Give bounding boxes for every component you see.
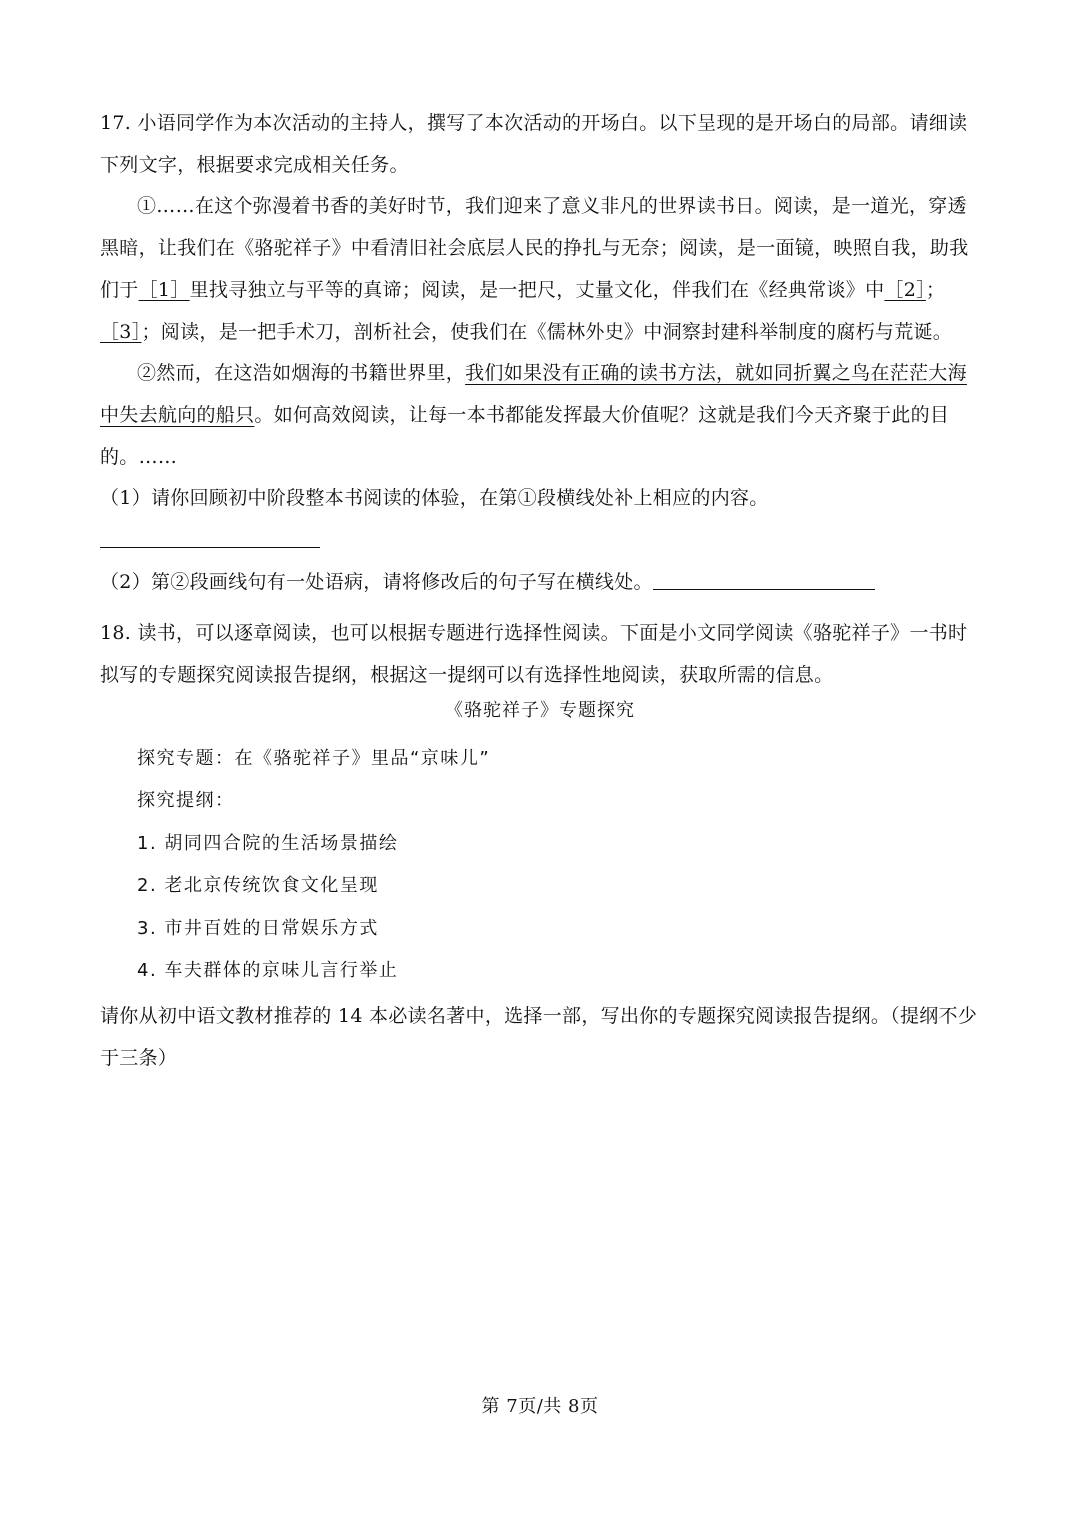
q17-subquestion-2 [100, 562, 980, 604]
q17-para1-text-b: 里找寻独立与平等的真谛；阅读，是一把尺，丈量文化，伴我们在《经典常谈》中 [189, 278, 885, 301]
outline-item-3: 3. 市井百姓的日常娱乐方式 [137, 917, 379, 939]
q17-para2-text-a: ②然而，在这浩如烟海的书籍世界里， [137, 362, 466, 385]
outline-item-4: 4. 车夫群体的京味儿言行举止 [137, 960, 399, 982]
q17-para1-text-a: ①……在这个弥漫着书香的美好时节，我们迎来了意义非凡的世界读书日。阅读，是一道光，穿透黑暗，让我们在《骆驼祥子》中看清旧社会底层人民的挣扎与无奈；阅读，是一面镜，映照自我，助我们于 [100, 195, 969, 301]
outline-topic: 探究专题：在《骆驼祥子》里品“京味儿” [137, 748, 491, 769]
outline-title: 《骆驼祥子》专题探究 [445, 700, 635, 721]
q17-paragraph-1 [100, 186, 980, 353]
question-17 [100, 103, 980, 603]
blank-marker-3: ［3］ [100, 320, 142, 343]
blank-separator: ； [925, 278, 946, 301]
blank-marker-1: ［1］ [138, 278, 190, 301]
q17-subquestion-1 [100, 478, 980, 561]
q17-intro: 17. 小语同学作为本次活动的主持人，撰写了本次活动的开场白。以下呈现的是开场白的局部。请细读下列文字，根据要求完成相关任务。 [100, 112, 968, 176]
q17-paragraph-2 [100, 353, 980, 478]
question-18 [100, 613, 980, 696]
q17-para1-text-c: ；阅读，是一把手术刀，剖析社会，使我们在《儒林外史》中洞察封建科举制度的腐朽与荒诞。 [141, 320, 953, 343]
q17-para2-text-b: 。如何高效阅读，让每一本书都能发挥最大价值呢？这就是我们今天齐聚于此的目的。…… [100, 403, 950, 468]
page-number: 第 7页/共 8页 [481, 1396, 599, 1417]
outline-item-2: 2. 老北京传统饮食文化呈现 [137, 875, 379, 897]
answer-line-2[interactable] [653, 569, 875, 590]
outline-item-1: 1. 胡同四合院的生活场景描绘 [137, 832, 399, 854]
blank-marker-2: ［2］ [884, 278, 926, 301]
q17-sub1-text: （1）请你回顾初中阶段整本书阅读的体验，在第①段横线处补上相应的内容。 [100, 487, 769, 510]
answer-line-1[interactable] [100, 527, 320, 548]
research-outline [137, 738, 957, 992]
q18-intro: 18. 读书，可以逐章阅读，也可以根据专题进行选择性阅读。下面是小文同学阅读《骆驼祥子》一书时拟写的专题探究阅读报告提纲，根据这一提纲可以有选择性地阅读，获取所需的信息。 [100, 622, 968, 686]
q17-sub2-text: （2）第②段画线句有一处语病，请将修改后的句子写在横线处。 [100, 570, 653, 593]
outline-label: 探究提纲： [137, 790, 235, 812]
q18-request: 请你从初中语文教材推荐的 14 本必读名著中，选择一部，写出你的专题探究阅读报告提纲。（提纲不少于三条） [100, 1005, 978, 1069]
underlined-sentence: 我们如果没有正确的读书方法，就如同折翼之鸟在茫茫大海中失去航向的船只 [100, 362, 967, 426]
